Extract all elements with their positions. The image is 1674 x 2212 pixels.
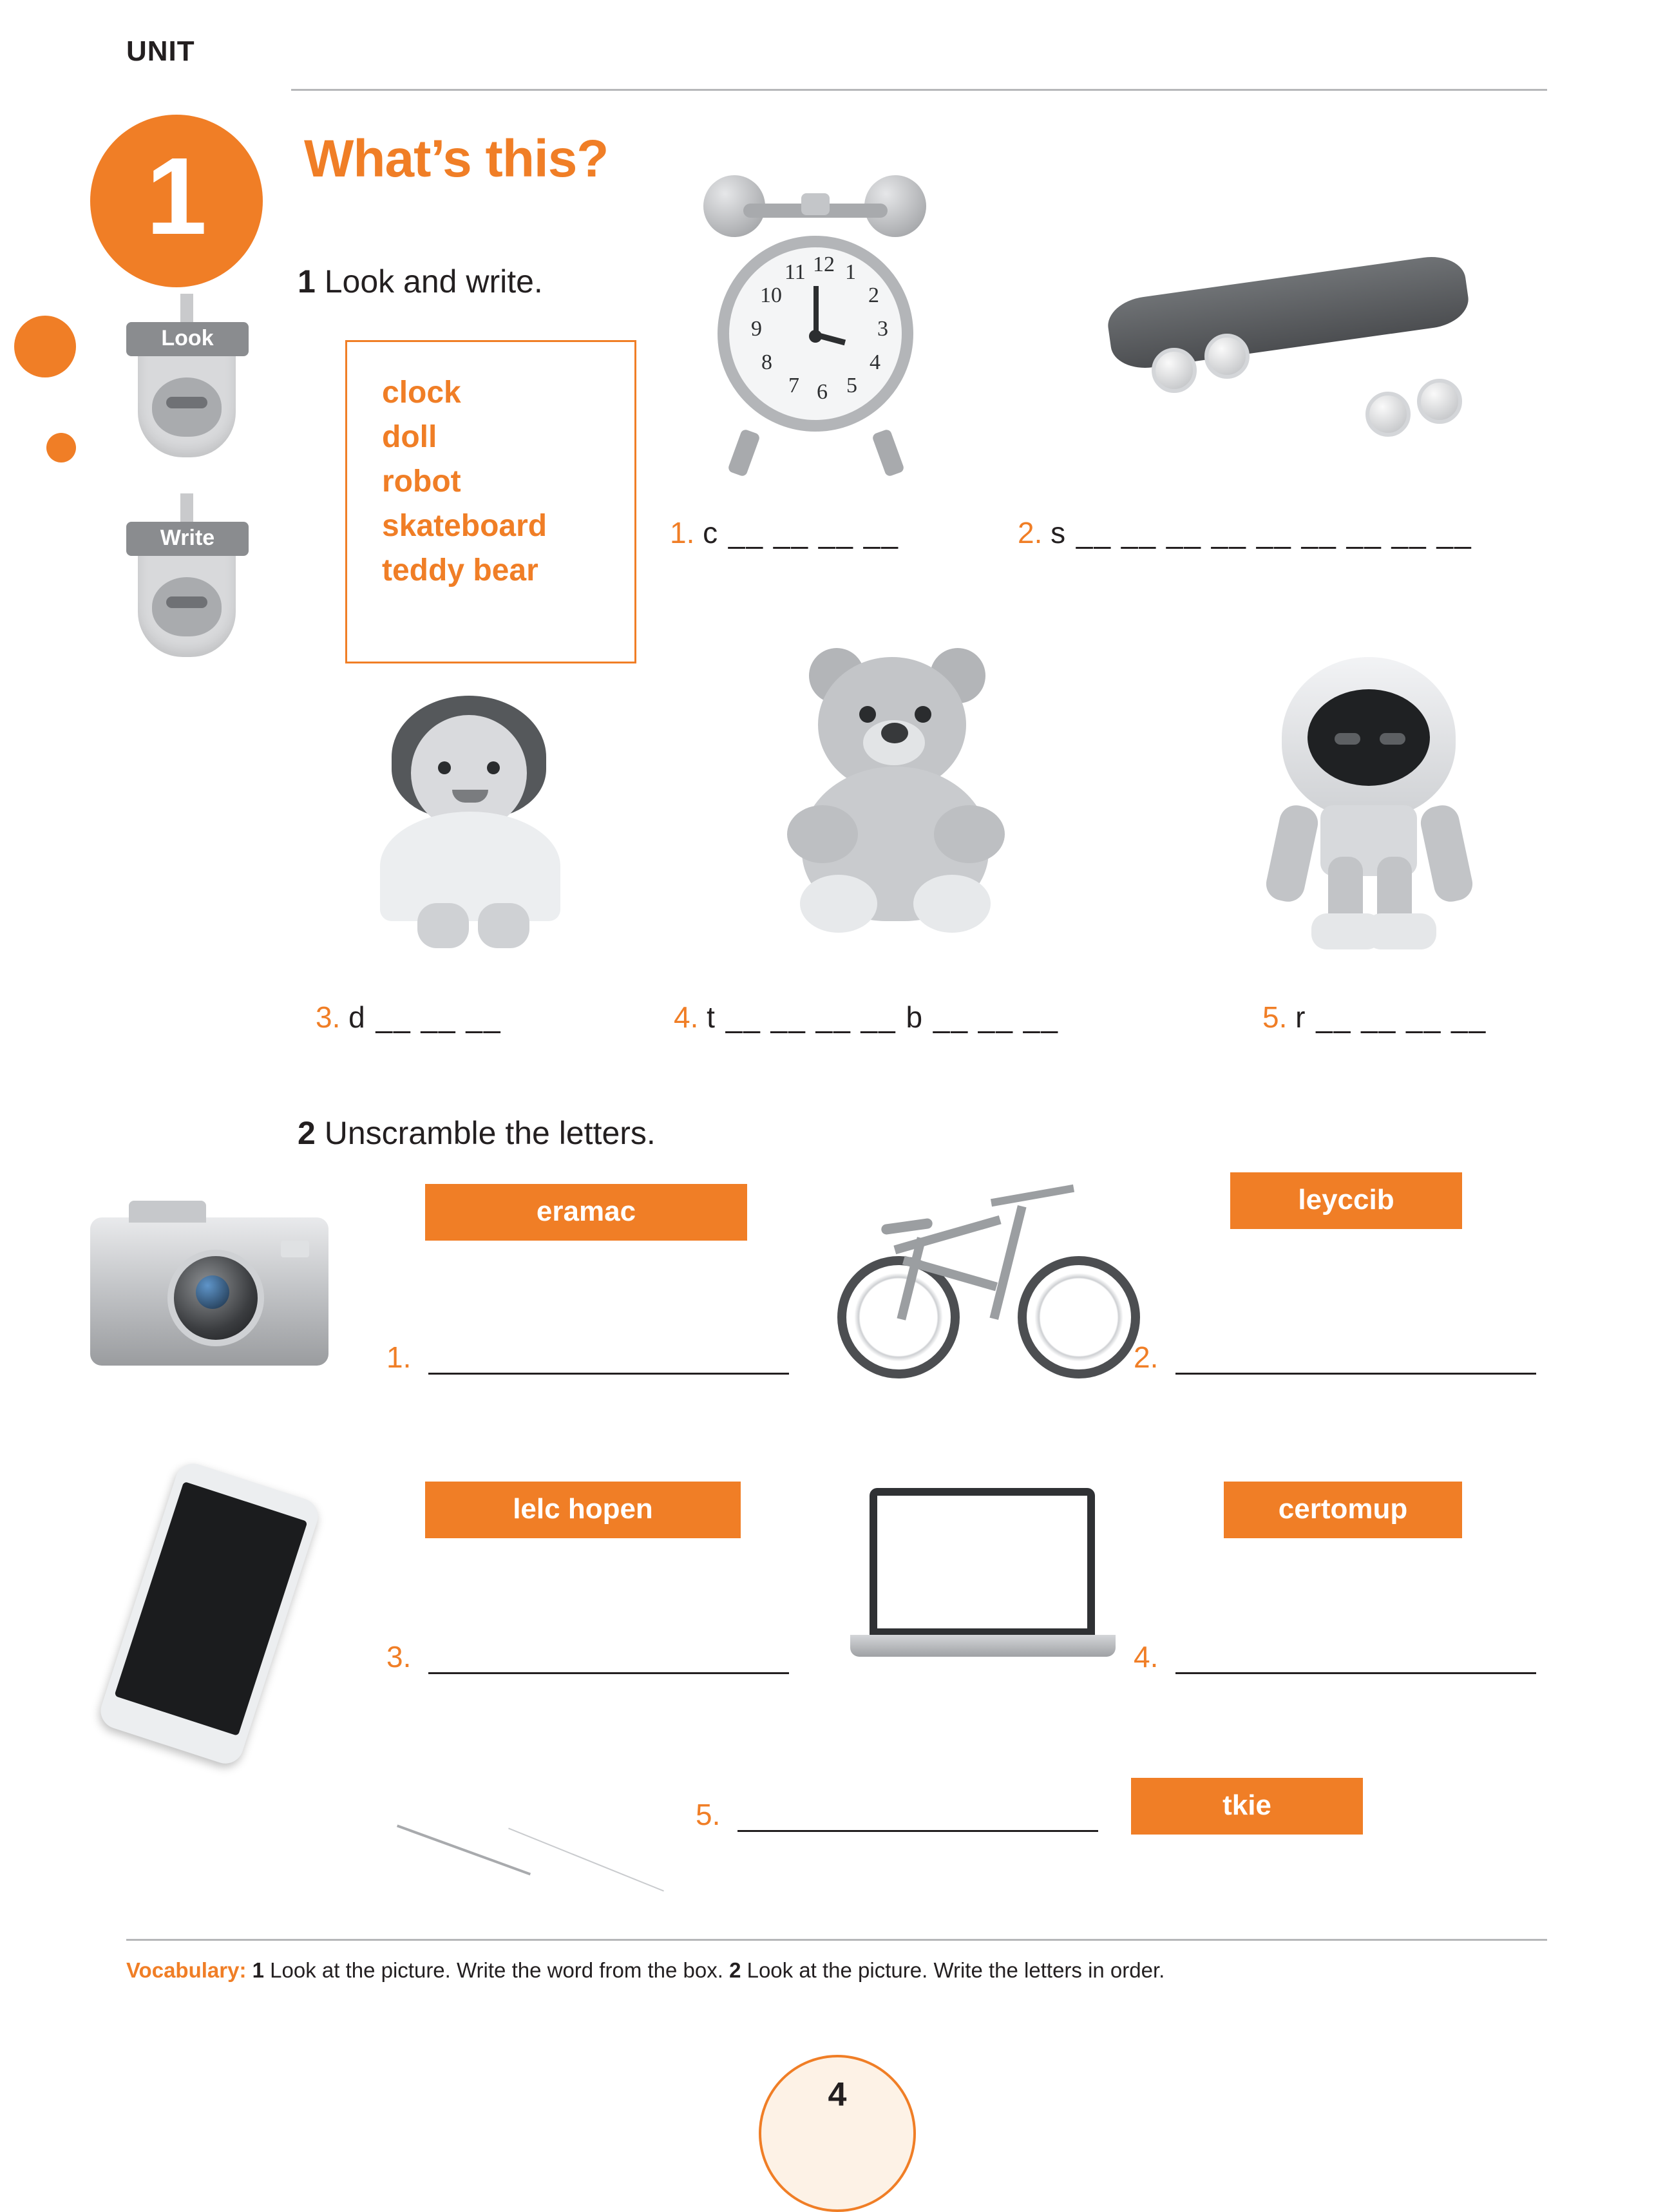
answer-blanks: r __ __ __ __ <box>1295 1000 1487 1034</box>
clock-numeral: 11 <box>785 260 806 284</box>
bicycle-image <box>831 1159 1153 1391</box>
scramble-word-5: tkie <box>1131 1778 1363 1835</box>
write-line-number: 2. <box>1134 1340 1159 1374</box>
footer-part1-number: 1 <box>252 1958 264 1982</box>
doll-eye <box>487 761 500 774</box>
exercise-2-instruction: Unscramble the letters. <box>324 1115 656 1151</box>
exercise-2-number: 2 <box>298 1115 316 1151</box>
word-box-item: skateboard <box>382 509 547 544</box>
answer-number: 2. <box>1018 516 1043 549</box>
skateboard-wheel <box>1204 334 1250 379</box>
badge-write-label: Write <box>126 522 249 556</box>
page-number-badge <box>759 2055 916 2212</box>
page-title: What’s this? <box>304 129 609 188</box>
robot-visor <box>1308 689 1430 786</box>
decorative-dot-small <box>46 433 76 462</box>
bear-arm <box>934 805 1005 863</box>
answer-line-3 <box>316 1000 502 1034</box>
clock-center <box>809 330 822 343</box>
footer-part2-text: Look at the picture. Write the letters in order. <box>747 1958 1165 1982</box>
write-line-number: 1. <box>386 1340 412 1374</box>
robot-image <box>1237 644 1507 947</box>
header-divider <box>291 89 1547 91</box>
clock-numeral: 5 <box>846 374 857 397</box>
robot-arm <box>1418 802 1476 904</box>
camera-flash <box>281 1241 309 1257</box>
scramble-word-2: leyccib <box>1230 1172 1462 1229</box>
answer-number: 4. <box>674 1000 699 1034</box>
camera-top <box>129 1201 206 1223</box>
laptop-screen <box>877 1496 1087 1628</box>
clock-button <box>801 193 830 215</box>
scramble-word-1: eramac <box>425 1184 747 1241</box>
write-line-4 <box>1134 1639 1536 1674</box>
doll-dress <box>380 812 560 921</box>
word-box-item: teddy bear <box>382 553 538 588</box>
word-box-item: robot <box>382 464 461 499</box>
footer-part2-number: 2 <box>729 1958 741 1982</box>
bicycle-handlebar <box>991 1185 1074 1206</box>
robot-shoe <box>1365 913 1436 949</box>
write-line-blank[interactable] <box>1175 1344 1536 1375</box>
laptop-base <box>850 1635 1116 1657</box>
clock-foot-right <box>871 428 905 477</box>
doll-image <box>335 663 605 947</box>
answer-blanks: s __ __ __ __ __ __ __ __ __ <box>1051 516 1472 549</box>
exercise-1-heading <box>298 263 543 300</box>
write-line-number: 5. <box>696 1798 721 1831</box>
badge-look-label: Look <box>126 322 249 356</box>
answer-number: 5. <box>1262 1000 1288 1034</box>
robot-eye <box>1380 733 1405 745</box>
footer-part1-text: Look at the picture. Write the word from the box. <box>270 1958 723 1982</box>
clock-numeral: 4 <box>870 350 880 374</box>
badge-stem <box>180 294 193 325</box>
bear-eye <box>915 706 931 723</box>
kite-image <box>399 1733 670 1926</box>
clock-numeral: 12 <box>813 253 835 276</box>
bear-foot <box>913 875 991 933</box>
skateboard-wheel <box>1365 392 1411 437</box>
footer-label: Vocabulary: <box>126 1958 247 1982</box>
laptop-image <box>850 1488 1121 1668</box>
write-line-3 <box>386 1639 789 1674</box>
clock-foot-left <box>727 428 761 477</box>
kite-string <box>508 1827 664 1891</box>
clock-numeral: 9 <box>751 317 762 341</box>
cell-phone-image <box>135 1475 328 1778</box>
answer-line-1 <box>670 515 899 550</box>
answer-blanks: c __ __ __ __ <box>703 516 899 549</box>
doll-leg <box>478 903 529 948</box>
scramble-word-4: certomup <box>1224 1482 1462 1538</box>
exercise-1-instruction: Look and write. <box>324 263 543 300</box>
clock-numeral: 2 <box>868 283 879 307</box>
word-box-item: clock <box>382 376 461 410</box>
clock-face <box>718 236 913 432</box>
scramble-word-3: lelc hopen <box>425 1482 741 1538</box>
clock-hand-minute <box>813 286 819 335</box>
skateboard-image <box>1095 251 1494 464</box>
footer-divider <box>126 1939 1547 1941</box>
phone-screen <box>114 1482 307 1736</box>
write-line-number: 4. <box>1134 1640 1159 1673</box>
bicycle-wheel-front <box>1018 1256 1140 1378</box>
laptop-lid <box>870 1488 1095 1636</box>
unit-word: UNIT <box>126 35 195 67</box>
write-line-number: 3. <box>386 1640 412 1673</box>
write-line-5 <box>696 1797 1098 1832</box>
unit-number: 1 <box>146 135 207 258</box>
write-line-blank[interactable] <box>737 1802 1098 1832</box>
clock-numeral: 6 <box>817 380 828 404</box>
write-line-1 <box>386 1340 789 1375</box>
write-line-2 <box>1134 1340 1536 1375</box>
bicycle-saddle <box>880 1218 933 1235</box>
bear-eye <box>859 706 876 723</box>
exercise-1-number: 1 <box>298 263 316 300</box>
badge-write <box>126 522 249 660</box>
answer-line-2 <box>1018 515 1472 550</box>
exercise-2-heading <box>298 1114 656 1152</box>
unit-number-badge <box>90 115 263 287</box>
skateboard-wheel <box>1152 348 1197 393</box>
write-line-blank[interactable] <box>428 1344 789 1375</box>
bear-arm <box>787 805 858 863</box>
doll-eye <box>438 761 451 774</box>
answer-blanks: t __ __ __ __ b __ __ __ <box>707 1000 1059 1034</box>
doll-leg <box>417 903 469 948</box>
footer-note <box>126 1958 1165 1983</box>
bear-foot <box>800 875 877 933</box>
bear-nose <box>881 723 908 743</box>
character-face-icon <box>152 377 222 437</box>
teddy-bear-image <box>741 638 1050 947</box>
camera-lens <box>167 1250 264 1346</box>
phone-body <box>96 1459 323 1768</box>
answer-number: 3. <box>316 1000 341 1034</box>
write-line-blank[interactable] <box>428 1644 789 1674</box>
decorative-dot-large <box>14 316 76 377</box>
word-box <box>345 340 636 663</box>
answer-blanks: d __ __ __ <box>348 1000 502 1034</box>
badge-stem <box>180 493 193 524</box>
answer-line-5 <box>1262 1000 1487 1034</box>
character-face-icon <box>152 577 222 636</box>
camera-image <box>90 1179 335 1372</box>
clock-numeral: 1 <box>845 260 856 284</box>
clock-numeral: 3 <box>877 317 888 341</box>
answer-number: 1. <box>670 516 695 549</box>
alarm-clock-image <box>706 165 925 500</box>
clock-numeral: 7 <box>788 374 799 397</box>
clock-numeral: 10 <box>760 283 782 307</box>
write-line-blank[interactable] <box>1175 1644 1536 1674</box>
robot-eye <box>1335 733 1360 745</box>
page-number: 4 <box>828 2076 847 2113</box>
clock-numeral: 8 <box>761 350 772 374</box>
answer-line-4 <box>674 1000 1059 1034</box>
skateboard-wheel <box>1417 379 1462 424</box>
robot-arm <box>1263 802 1321 904</box>
kite-body <box>412 1706 594 1889</box>
word-box-item: doll <box>382 420 437 455</box>
badge-look <box>126 322 249 461</box>
